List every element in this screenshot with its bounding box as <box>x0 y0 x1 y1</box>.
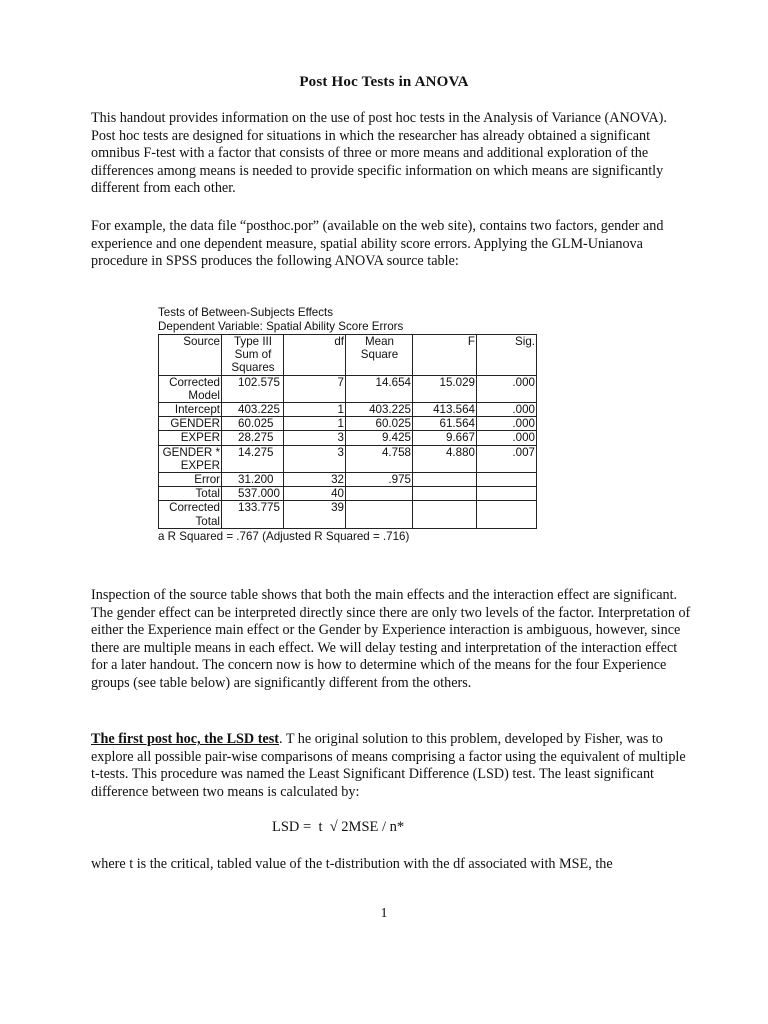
table-cell-ss: 31.200 <box>222 473 284 487</box>
table-cell-f: 15.029 <box>413 375 477 402</box>
table-cell-df: 40 <box>284 487 346 501</box>
table-cell-sig: .000 <box>477 431 537 445</box>
table-cell-source: GENDER <box>159 417 222 431</box>
table-cell-ms: 60.025 <box>346 417 413 431</box>
table-cell-ss: 537.000 <box>222 487 284 501</box>
table-cell-f <box>413 473 477 487</box>
table-header-row <box>159 335 537 376</box>
lsd-heading: The first post hoc, the LSD test <box>91 731 279 747</box>
anova-source-table <box>158 334 537 529</box>
table-footnote: a R Squared = .767 (Adjusted R Squared = .716) <box>158 529 410 543</box>
document-title: Post Hoc Tests in ANOVA <box>299 74 469 90</box>
lsd-formula: LSD = t √ 2MSE / n* <box>272 819 405 835</box>
header-source: Source <box>159 335 222 376</box>
table-cell-source: Intercept <box>159 403 222 417</box>
table-cell-ss: 60.025 <box>222 417 284 431</box>
table-cell-ms: 4.758 <box>346 445 413 472</box>
lsd-text: . T he original solution to this problem, developed by Fisher, was to explore all possible pair-wise comparisons of means comprising a factor using the equivalent of multiple t-tests. This procedure was named the Least Significant Difference (LSD) test. The least significant difference between two means is calculated by: <box>91 731 686 800</box>
header-f: F <box>413 335 477 376</box>
header-mean-square: Mean Square <box>346 335 413 376</box>
lsd-paragraph <box>91 731 691 801</box>
table-cell-df: 1 <box>284 417 346 431</box>
table-cell-df: 3 <box>284 445 346 472</box>
table-cell-f: 9.667 <box>413 431 477 445</box>
table-caption-title: Tests of Between-Subjects Effects <box>158 306 334 319</box>
table-cell-sig: .000 <box>477 375 537 402</box>
table-cell-df: 7 <box>284 375 346 402</box>
table-cell-sig <box>477 473 537 487</box>
table-cell-ss: 133.775 <box>222 501 284 528</box>
table-row <box>159 403 537 417</box>
table-cell-sig: .000 <box>477 417 537 431</box>
table-cell-source: Total <box>159 487 222 501</box>
where-paragraph: where t is the critical, tabled value of the t-distribution with the df associated with MSE, the <box>91 856 613 872</box>
table-cell-source: EXPER <box>159 431 222 445</box>
table-cell-df: 39 <box>284 501 346 528</box>
table-row <box>159 431 537 445</box>
table-cell-ss: 14.275 <box>222 445 284 472</box>
table-cell-f: 4.880 <box>413 445 477 472</box>
table-cell-source: Corrected Total <box>159 501 222 528</box>
table-row <box>159 473 537 487</box>
table-row <box>159 417 537 431</box>
table-cell-source: Error <box>159 473 222 487</box>
table-cell-ss: 403.225 <box>222 403 284 417</box>
table-caption-dependent-variable: Dependent Variable: Spatial Ability Score Errors <box>158 320 404 333</box>
table-cell-df: 3 <box>284 431 346 445</box>
table-cell-ms <box>346 487 413 501</box>
table-cell-f: 413.564 <box>413 403 477 417</box>
table-cell-sig <box>477 501 537 528</box>
table-row <box>159 445 537 472</box>
header-sum-of-squares: Type III Sum of Squares <box>222 335 284 376</box>
table-cell-df: 32 <box>284 473 346 487</box>
header-sig: Sig. <box>477 335 537 376</box>
table-cell-ms: 403.225 <box>346 403 413 417</box>
table-cell-source: Corrected Model <box>159 375 222 402</box>
table-cell-sig <box>477 487 537 501</box>
table-cell-source: GENDER * EXPER <box>159 445 222 472</box>
table-cell-ms: 14.654 <box>346 375 413 402</box>
table-cell-sig: .000 <box>477 403 537 417</box>
anova-table-block <box>158 306 537 544</box>
table-row <box>159 375 537 402</box>
table-cell-f <box>413 487 477 501</box>
table-row <box>159 501 537 528</box>
table-cell-ss: 102.575 <box>222 375 284 402</box>
page-number: 1 <box>380 906 388 921</box>
table-cell-ms: .975 <box>346 473 413 487</box>
intro-paragraph: This handout provides information on the use of post hoc tests in the Analysis of Variance (ANOVA). Post hoc tests are designed for situations in which the researcher has already obtained a significant omnibus F-test with a factor that consists of three or more means and additional exploration of the differences among means is needed to provide specific information on which means are significantly different from each other. <box>91 110 667 197</box>
table-cell-sig: .007 <box>477 445 537 472</box>
table-cell-f: 61.564 <box>413 417 477 431</box>
table-cell-f <box>413 501 477 528</box>
table-row <box>159 487 537 501</box>
table-cell-ss: 28.275 <box>222 431 284 445</box>
table-cell-df: 1 <box>284 403 346 417</box>
example-paragraph: For example, the data file “posthoc.por” (available on the web site), contains two factors, gender and experience and one dependent measure, spatial ability score errors. Applying the GLM-Unianova procedure in SPSS produces the following ANOVA source table: <box>91 218 664 270</box>
header-df: df <box>284 335 346 376</box>
inspection-paragraph: Inspection of the source table shows that both the main effects and the interaction effect are significant. The gender effect can be interpreted directly since there are only two levels of the factor. Interpretation of either the Experience main effect or the Gender by Experience interaction is ambiguous, however, since there are multiple means in each effect. We will delay testing and interpretation of the interaction effect for a later handout. The concern now is how to determine which of the means for the four Experience groups (see table below) are significantly different from the others. <box>91 587 691 691</box>
table-cell-ms: 9.425 <box>346 431 413 445</box>
table-cell-ms <box>346 501 413 528</box>
